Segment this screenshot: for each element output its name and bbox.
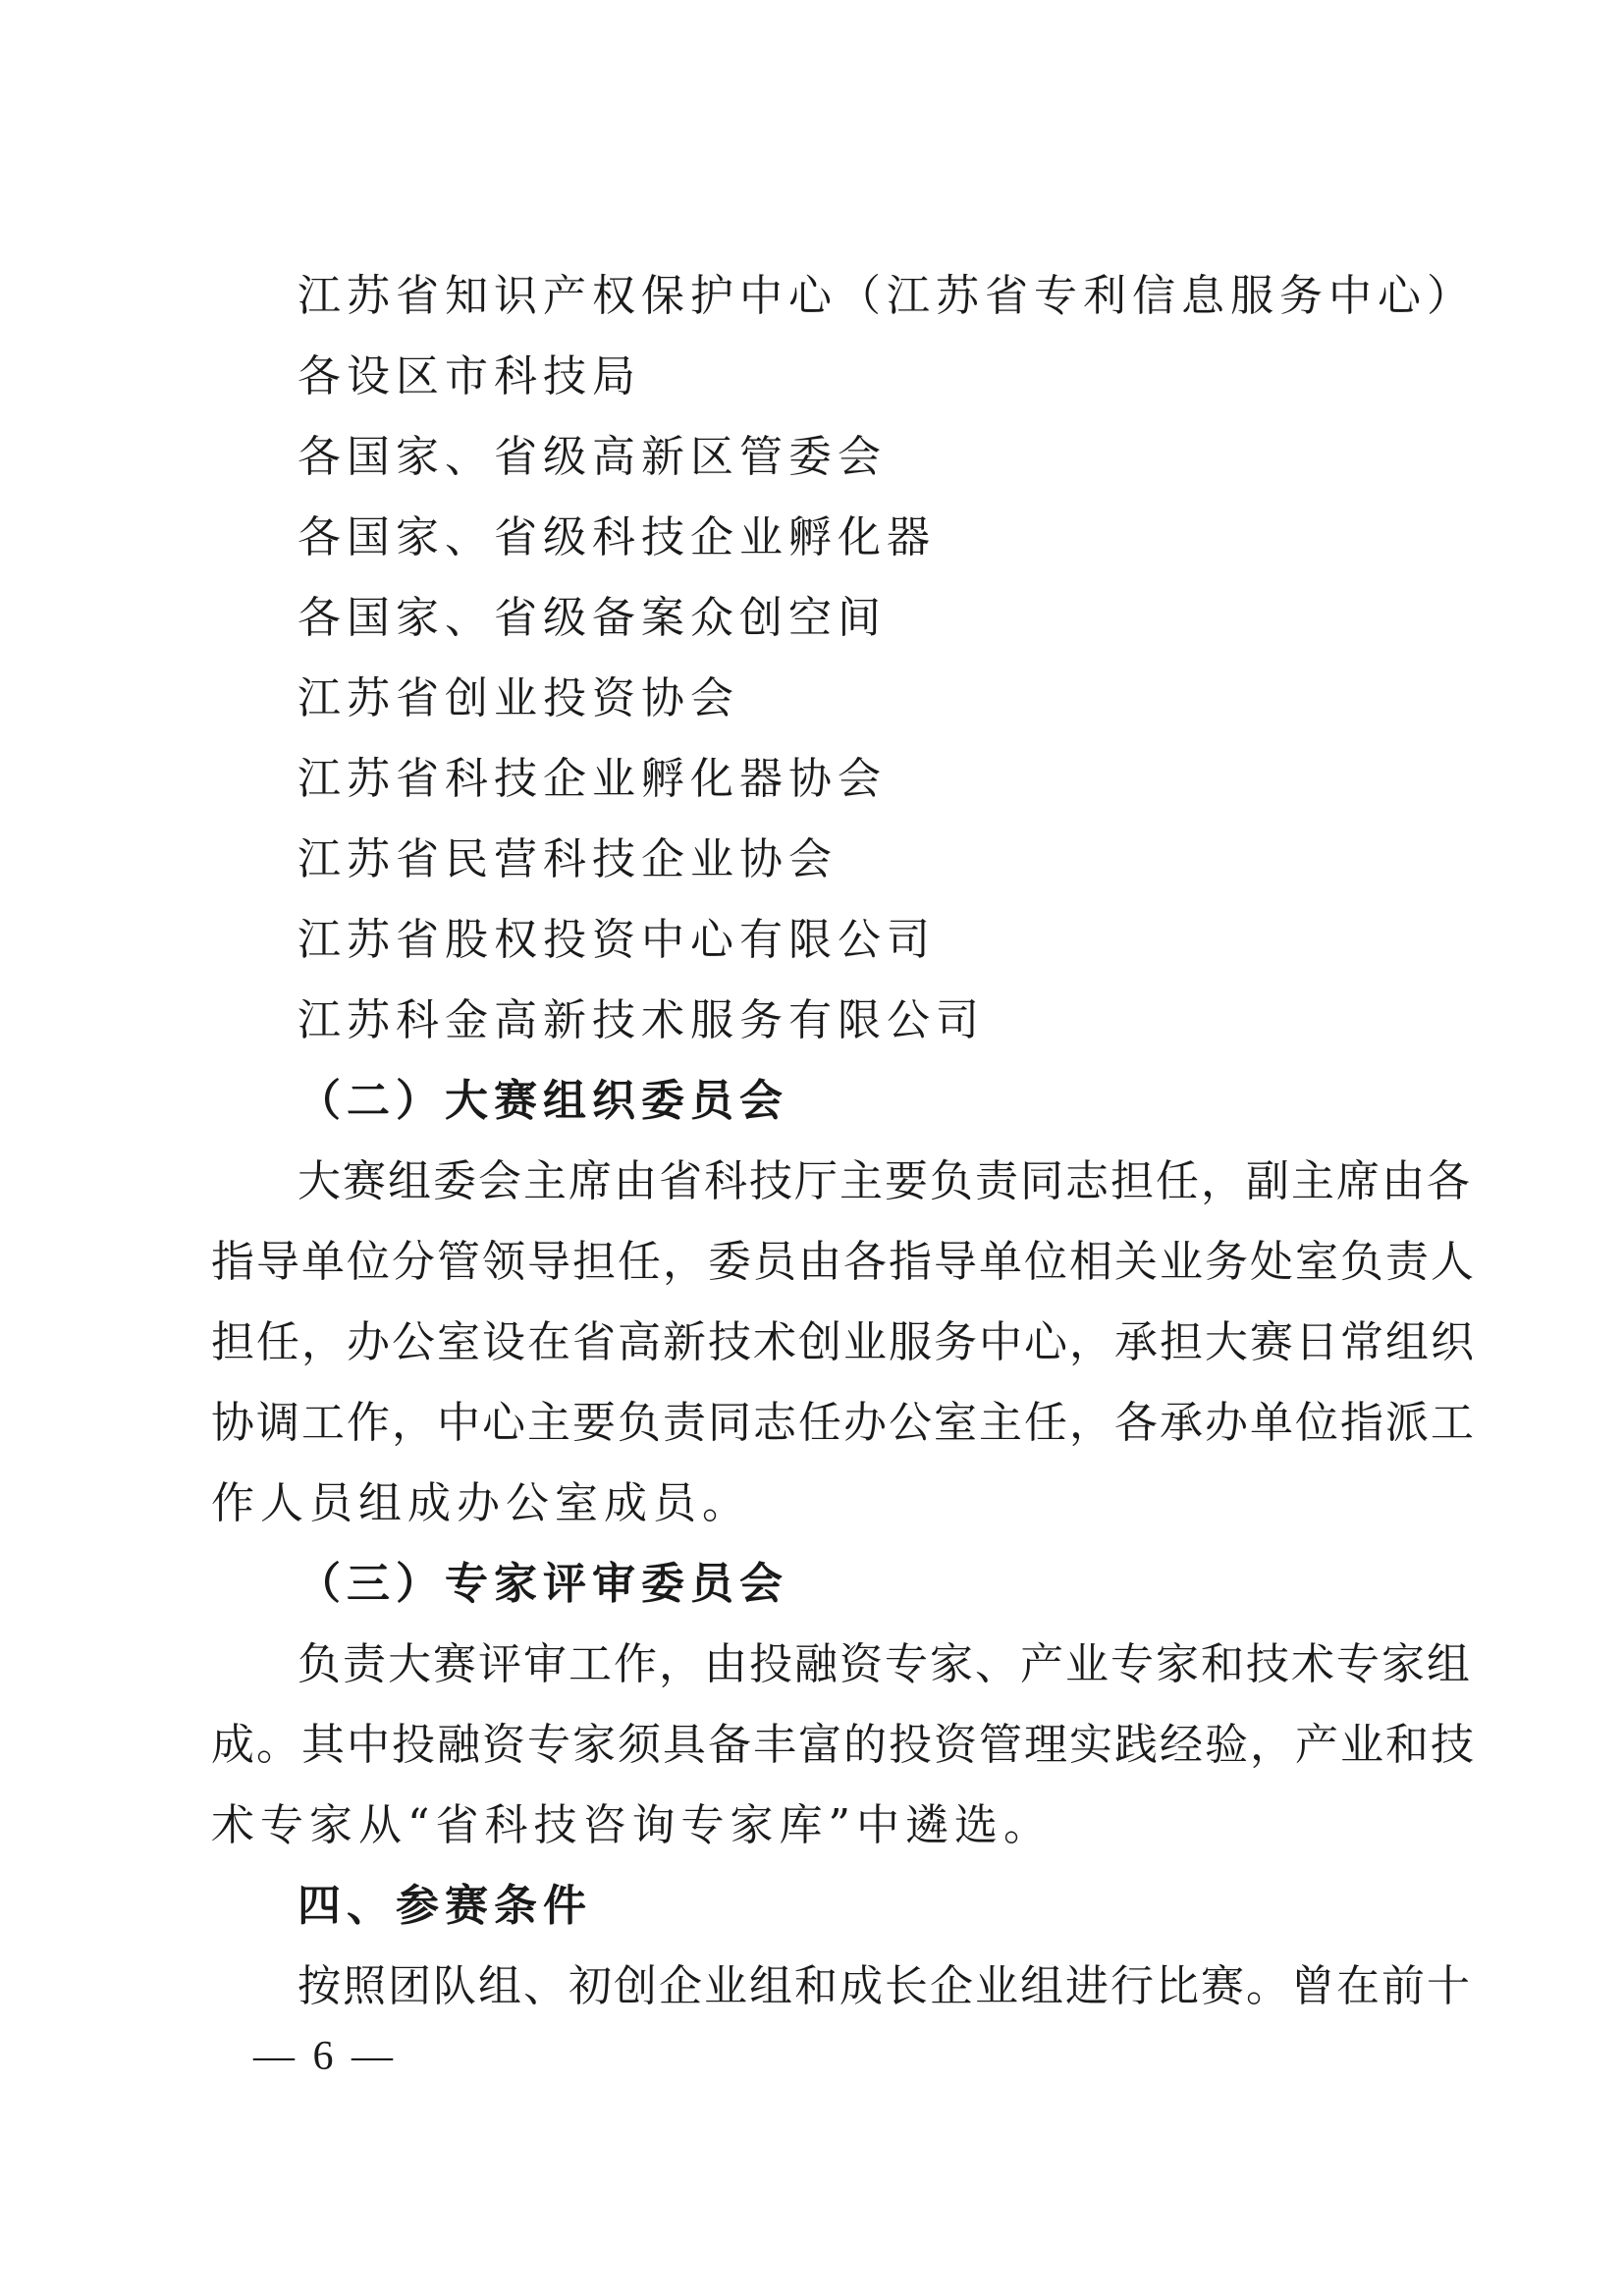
org-item: 各国家、省级高新区管委会	[298, 432, 887, 482]
paragraph-line: 大赛组委会主席由省科技厅主要负责同志担任，副主席由各	[298, 1156, 1472, 1206]
org-item: 各国家、省级科技企业孵化器	[298, 512, 936, 562]
paragraph-line: 作人员组成办公室成员。	[211, 1478, 751, 1528]
section-heading-organizing-committee: （二）大赛组织委员会	[298, 1076, 788, 1126]
paragraph-line: 协调工作，中心主要负责同志任办公室主任，各承办单位指派工	[211, 1398, 1476, 1448]
section-heading-eligibility: 四、参赛条件	[298, 1881, 592, 1931]
section-heading-expert-committee: （三）专家评审委员会	[298, 1559, 788, 1609]
org-item: 江苏科金高新技术服务有限公司	[298, 995, 985, 1045]
paragraph-line: 成。其中投融资专家须具备丰富的投资管理实践经验，产业和技	[211, 1720, 1476, 1770]
paragraph-line: 负责大赛评审工作，由投融资专家、产业专家和技术专家组	[298, 1639, 1472, 1689]
paragraph-line: 指导单位分管领导担任，委员由各指导单位相关业务处室负责人	[211, 1237, 1476, 1287]
org-item: 江苏省民营科技企业协会	[298, 834, 838, 884]
paragraph-line: 按照团队组、初创企业组和成长企业组进行比赛。曾在前十	[298, 1961, 1472, 2011]
page-number: — 6 —	[253, 2034, 397, 2079]
org-item: 各设区市科技局	[298, 351, 641, 401]
org-item: 江苏省创业投资协会	[298, 673, 739, 723]
org-item: 江苏省科技企业孵化器协会	[298, 754, 887, 804]
paragraph-line: 担任，办公室设在省高新技术创业服务中心，承担大赛日常组织	[211, 1317, 1476, 1367]
paragraph-line: 术专家从“省科技咨询专家库”中遴选。	[211, 1800, 1053, 1850]
org-item: 各国家、省级备案众创空间	[298, 593, 887, 643]
org-item: 江苏省股权投资中心有限公司	[298, 915, 936, 965]
org-item: 江苏省知识产权保护中心（江苏省专利信息服务中心）	[298, 271, 1476, 321]
